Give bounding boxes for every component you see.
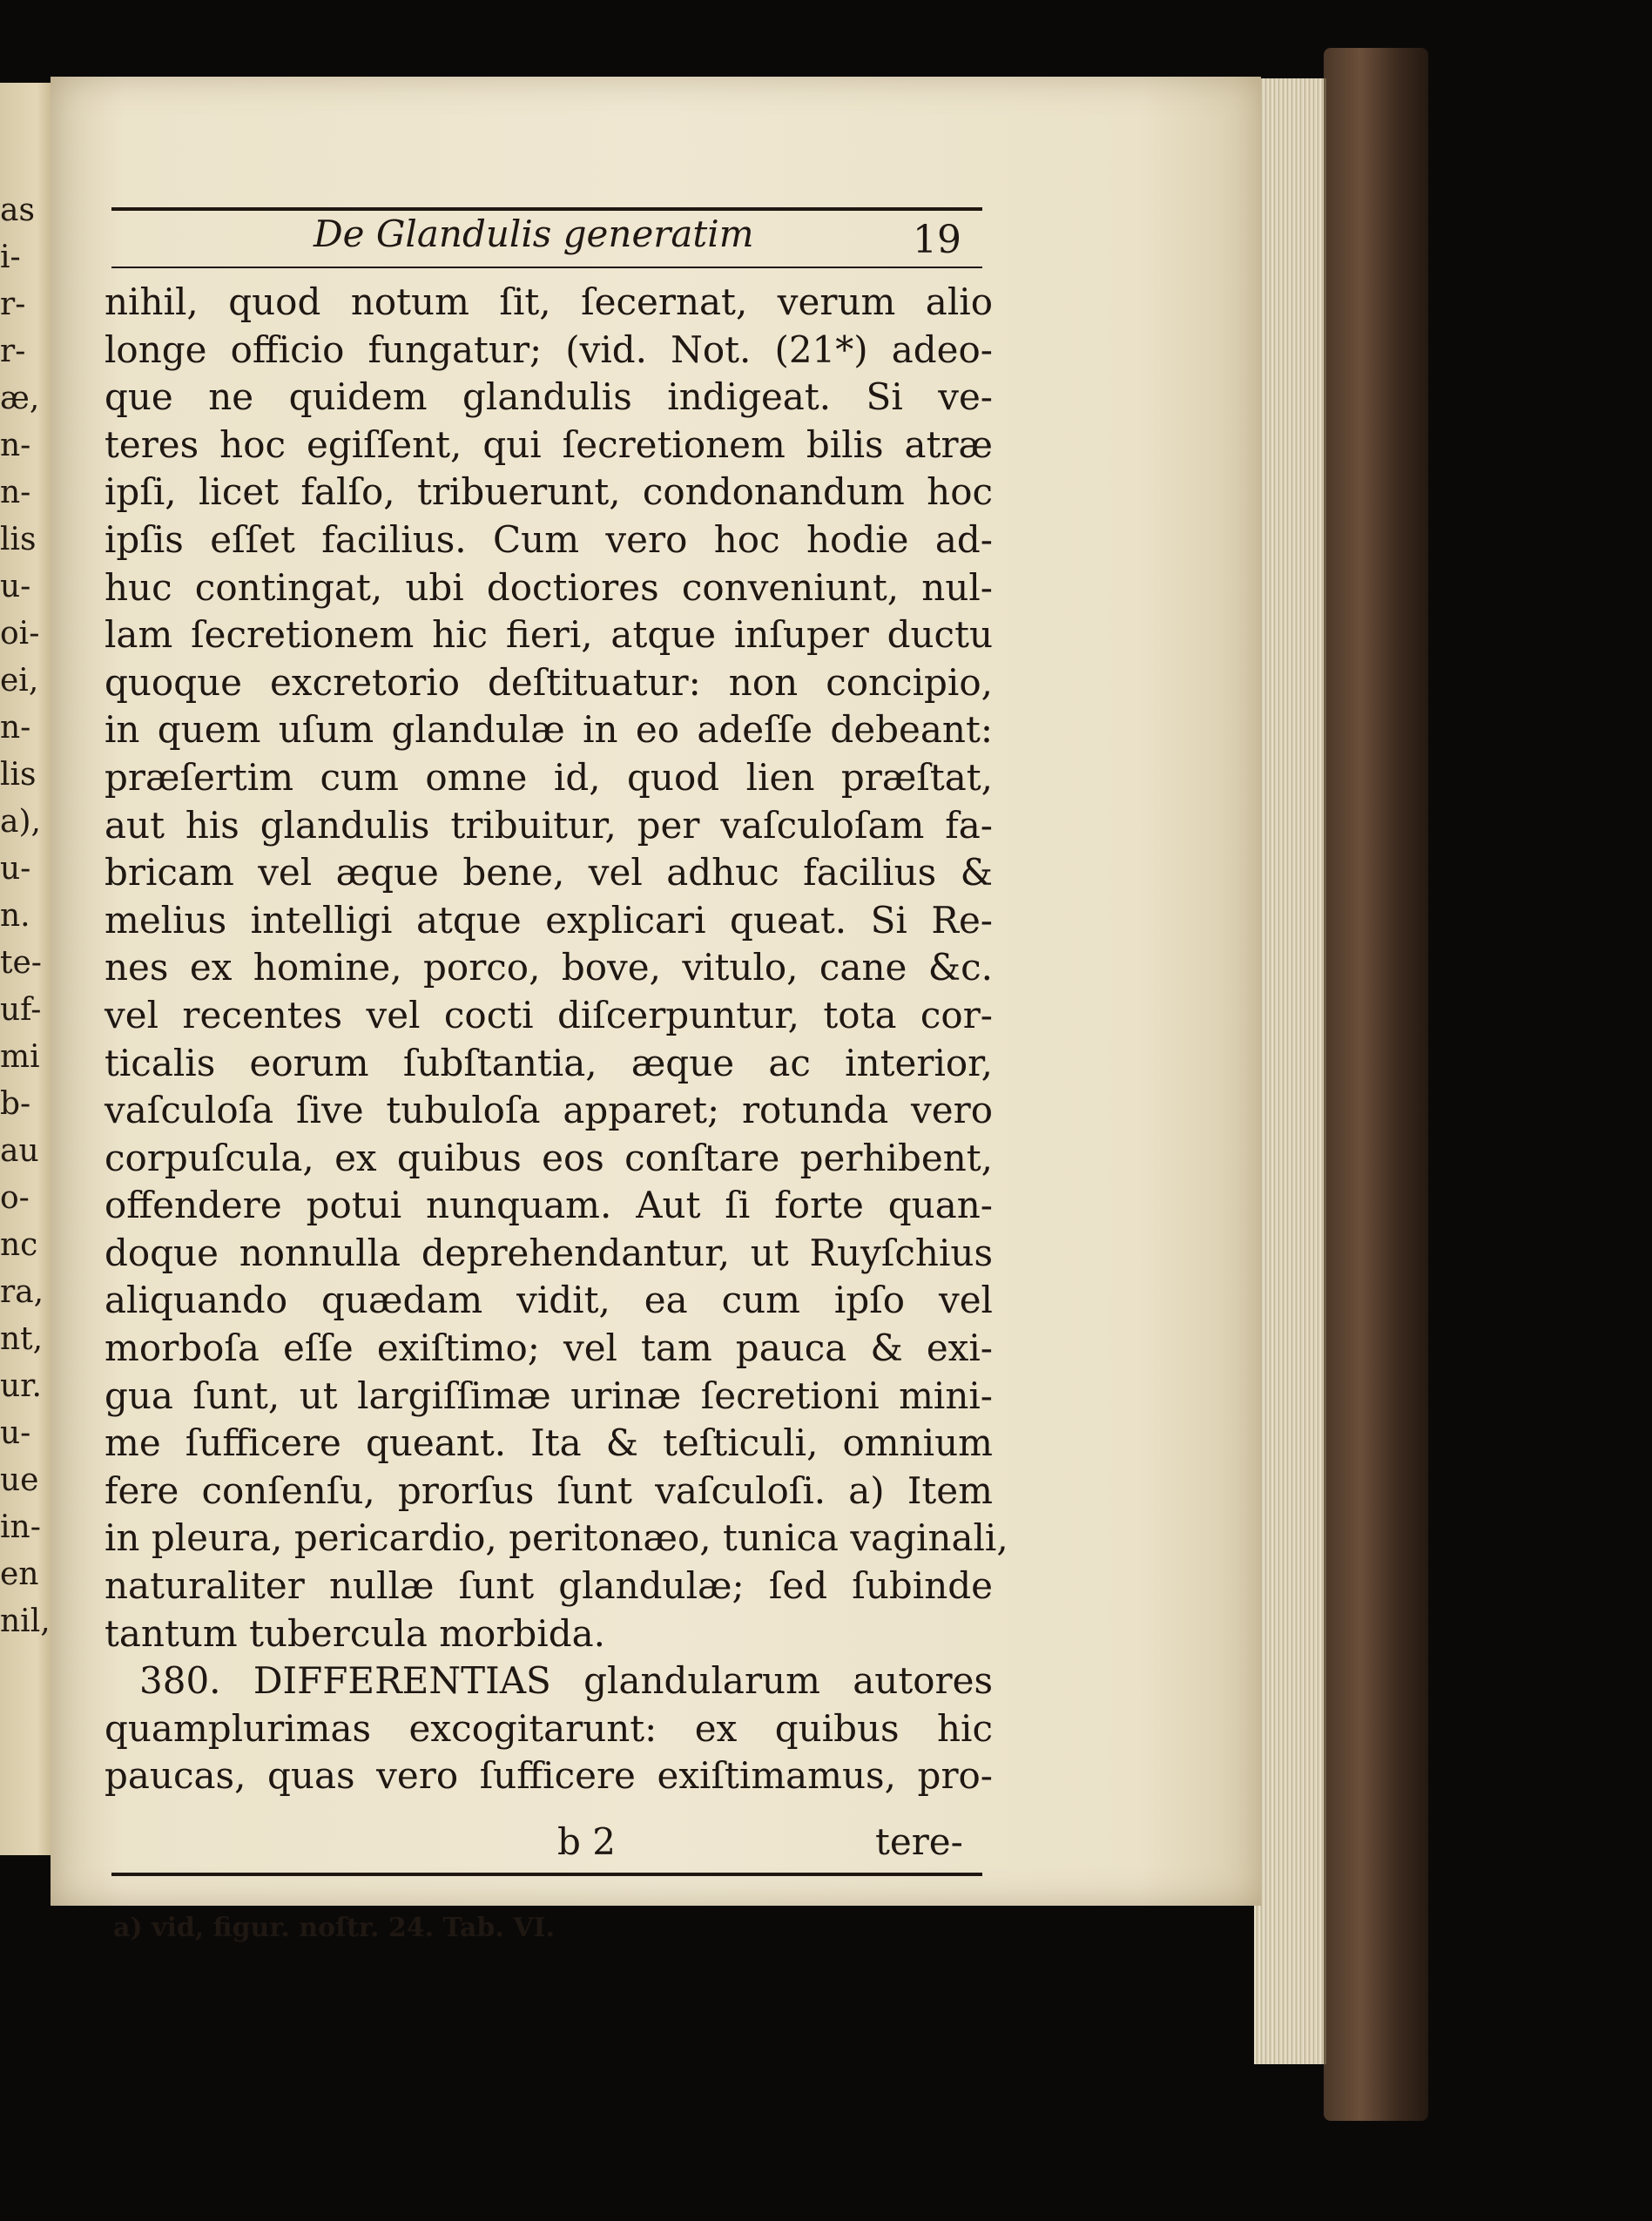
margin-fragment: ue bbox=[0, 1462, 39, 1498]
text-line: ipſis eſſet facilius. Cum vero hoc hodie ad- bbox=[105, 517, 993, 561]
margin-fragment: u- bbox=[0, 569, 31, 604]
text-line: teres hoc egiſſent, qui ſecretionem bilis atræ bbox=[105, 422, 993, 466]
margin-fragment: n- bbox=[0, 475, 31, 510]
text-line: offendere potui nunquam. Aut ſi forte quan- bbox=[105, 1184, 993, 1227]
text-line: morboſa eſſe exiſtimo; vel tam pauca & exi- bbox=[105, 1327, 993, 1370]
text-line: nes ex homine, porco, bove, vitulo, cane &c. bbox=[105, 946, 993, 989]
text-line: gua ſunt, ut largiſſimæ urinæ ſecretioni mini- bbox=[105, 1374, 993, 1417]
text-line: aliquando quædam vidit, ea cum ipſo vel bbox=[105, 1279, 993, 1322]
text-line: quamplurimas excogitarunt: ex quibus hic bbox=[105, 1706, 993, 1750]
margin-fragment: o- bbox=[0, 1180, 30, 1216]
text-line: huc contingat, ubi doctiores conveniunt, nul- bbox=[105, 565, 993, 609]
margin-fragment: i- bbox=[0, 240, 21, 275]
text-line: que ne quidem glandulis indigeat. Si ve- bbox=[105, 375, 993, 419]
margin-fragment: u- bbox=[0, 1415, 31, 1451]
margin-fragment: r- bbox=[0, 287, 26, 322]
margin-fragment: as bbox=[0, 192, 35, 228]
text-line: quoque excretorio deſtituatur: non concipio, bbox=[105, 660, 993, 704]
margin-fragment: u- bbox=[0, 851, 31, 887]
text-line: vaſculoſa ſive tubuloſa apparet; rotunda vero bbox=[105, 1089, 993, 1132]
book-cover bbox=[1324, 48, 1428, 2121]
running-head: De Glandulis generatim bbox=[314, 213, 754, 255]
margin-fragment: n. bbox=[0, 898, 30, 934]
margin-fragment: in- bbox=[0, 1509, 41, 1545]
text-line: corpuſcula, ex quibus eos conſtare perhibent, bbox=[105, 1136, 993, 1179]
catchword: tere- bbox=[875, 1820, 963, 1863]
margin-fragment: nt, bbox=[0, 1321, 44, 1357]
text-line: naturaliter nullæ ſunt glandulæ; ſed ſubinde bbox=[105, 1564, 993, 1608]
text-line: in quem uſum glandulæ in eo adeſſe debeant: bbox=[105, 708, 993, 752]
text-line: 380. DIFFERENTIAS glandularum autores bbox=[139, 1659, 993, 1703]
page-edges bbox=[1254, 78, 1326, 2064]
text-line: tantum tubercula morbida. bbox=[105, 1611, 605, 1655]
text-line: fere conſenſu, prorſus ſunt vaſculoſi. a) Item bbox=[105, 1468, 993, 1512]
text-line: melius intelligi atque explicari queat. Si Re- bbox=[105, 898, 993, 942]
footnote: a) vid, figur. noſtr. 24. Tab. VI. bbox=[113, 1913, 555, 1943]
header-rule bbox=[111, 207, 982, 211]
margin-fragment: uf- bbox=[0, 992, 42, 1028]
text-line: nihil, quod notum ſit, ſecernat, verum alio bbox=[105, 280, 993, 323]
margin-fragment: n- bbox=[0, 710, 31, 746]
margin-fragment: lis bbox=[0, 757, 37, 793]
footnote-rule bbox=[111, 1873, 982, 1876]
margin-fragment: mi bbox=[0, 1039, 40, 1075]
text-line: vel recentes vel cocti diſcerpuntur, tota cor- bbox=[105, 993, 993, 1036]
margin-fragment: nc bbox=[0, 1227, 38, 1263]
margin-fragment: au bbox=[0, 1133, 39, 1169]
signature-mark: b 2 bbox=[557, 1820, 616, 1863]
text-line: doque nonnulla deprehendantur, ut Ruyſchius bbox=[105, 1231, 993, 1274]
margin-fragment: nil, bbox=[0, 1603, 51, 1639]
margin-fragment: b- bbox=[0, 1086, 31, 1122]
margin-fragment: n- bbox=[0, 428, 31, 463]
margin-fragment: a), bbox=[0, 804, 41, 840]
text-line: paucas, quas vero ſufficere exiſtimamus, pro- bbox=[105, 1754, 993, 1798]
page-number: 19 bbox=[913, 218, 961, 262]
margin-fragment: ur. bbox=[0, 1368, 42, 1404]
text-line: præſertim cum omne id, quod lien præſtat, bbox=[105, 755, 993, 799]
margin-fragment: te- bbox=[0, 945, 42, 981]
text-line: ticalis eorum ſubſtantia, æque ac interior, bbox=[105, 1041, 993, 1084]
text-line: ipſi, licet falſo, tribuerunt, condonandum hoc bbox=[105, 470, 993, 514]
text-line: me ſufficere queant. Ita & teſticuli, omnium bbox=[105, 1421, 993, 1465]
margin-fragment: lis bbox=[0, 522, 37, 557]
header-underline bbox=[111, 267, 982, 268]
text-line: longe officio fungatur; (vid. Not. (21*) adeo- bbox=[105, 327, 993, 371]
text-line: lam ſecretionem hic fieri, atque inſuper ductu bbox=[105, 613, 993, 657]
text-line: in pleura, pericardio, peritonæo, tunica vaginali, bbox=[105, 1516, 1008, 1560]
body-text bbox=[105, 279, 1008, 1800]
margin-fragment: r- bbox=[0, 334, 26, 369]
text-line: aut his glandulis tribuitur, per vaſculoſam fa- bbox=[105, 803, 993, 847]
margin-fragment: ra, bbox=[0, 1274, 44, 1310]
margin-fragment: oi- bbox=[0, 616, 40, 651]
text-line: bricam vel æque bene, vel adhuc facilius & bbox=[105, 851, 993, 894]
margin-fragment: ei, bbox=[0, 663, 39, 699]
margin-fragment: æ, bbox=[0, 381, 40, 416]
margin-fragment: en bbox=[0, 1556, 39, 1592]
previous-page-fragments bbox=[0, 187, 52, 1645]
